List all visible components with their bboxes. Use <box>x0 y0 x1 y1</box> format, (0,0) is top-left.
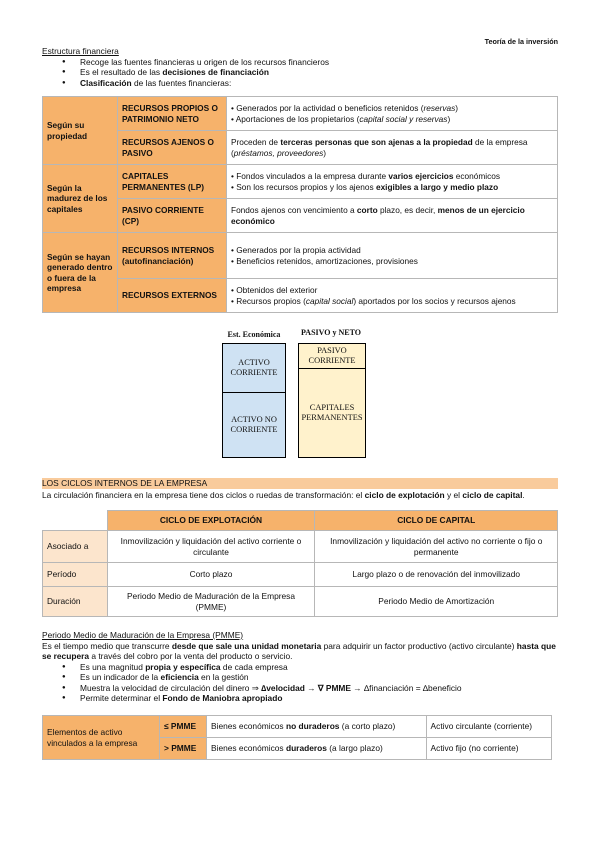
table-row <box>43 279 558 313</box>
table-row <box>43 199 558 233</box>
pmme-bullets <box>42 662 558 704</box>
table-row <box>43 165 558 199</box>
group-label: Según la madurez de los capitales <box>43 165 118 233</box>
desc-cell: Bienes económicos no duraderos (a corto plazo) <box>207 716 427 738</box>
ciclos-section-bar <box>42 478 558 489</box>
table-row <box>43 131 558 165</box>
row-desc: Proceden de terceras personas que son ajenas a la propiedad de la empresa (préstamos, proveedores) <box>227 131 558 165</box>
tipo-cell: Activo fijo (no corriente) <box>426 738 551 760</box>
group-label: Según se hayan generado dentro o fuera de la empresa <box>43 233 118 313</box>
row-desc: Fondos ajenos con vencimiento a corto plazo, es decir, menos de un ejercicio económico <box>227 199 558 233</box>
pmme-table <box>42 715 552 760</box>
table-row <box>43 233 558 279</box>
estructura-bullet: ● Recoge las fuentes financieras u origen de los recursos financieros <box>80 57 562 68</box>
pmme-bullet: ● Es un indicador de la eficiencia en la gestión <box>80 672 558 683</box>
tipo-cell: Activo circulante (corriente) <box>426 716 551 738</box>
pasivo-corriente-box: PASIVO CORRIENTE <box>298 343 366 369</box>
pmme-table-label: Elementos de activo vinculados a la empresa <box>43 716 160 760</box>
row-name: CAPITALES PERMANENTES (LP) <box>118 165 227 199</box>
row-name: PASIVO CORRIENTE (CP) <box>118 199 227 233</box>
pmme-bullet: ● Muestra la velocidad de circulación del dinero ⇒ ∆velocidad → ∇ PMME → ∆financiación = ∆beneficio <box>80 683 558 694</box>
estructura-title: Estructura financiera <box>42 46 119 56</box>
activo-corriente-box: ACTIVO CORRIENTE <box>222 343 286 393</box>
table-row <box>43 563 558 587</box>
row-name: RECURSOS PROPIOS O PATRIMONIO NETO <box>118 97 227 131</box>
ciclos-table <box>42 510 558 617</box>
pmme-title: Periodo Medio de Maduración de la Empresa (PMME) <box>42 630 244 640</box>
estructura-section <box>42 46 562 88</box>
capitales-permanentes-box: CAPITALES PERMANENTES <box>298 368 366 458</box>
row-name: RECURSOS EXTERNOS <box>118 279 227 313</box>
pmme-bullet: ● Es una magnitud propia y específica de cada empresa <box>80 662 558 673</box>
estructura-bullet: ● Es el resultado de las decisiones de financiación <box>80 67 562 78</box>
table-row <box>43 531 558 563</box>
clasificacion-table <box>42 96 558 313</box>
row-label: Asociado a <box>43 531 108 563</box>
cell: Largo plazo o de renovación del inmovilizado <box>315 563 558 587</box>
pmme-intro: Es el tiempo medio que transcurre desde que sale una unidad monetaria para adquirir un factor productivo (activo circulante) hasta que se recupera a través del cobro por la venta del producto o servicio. <box>42 640 556 661</box>
empty-cell <box>43 511 108 531</box>
table-row <box>43 97 558 131</box>
estructura-bullets <box>42 57 562 89</box>
cell: Corto plazo <box>107 563 315 587</box>
table-row <box>43 716 552 738</box>
table-row <box>43 587 558 617</box>
pmme-section <box>42 630 558 704</box>
row-desc: • Generados por la propia actividad • Beneficios retenidos, amortizaciones, provisiones <box>227 233 558 279</box>
cell: Inmovilización y liquidación del activo corriente o circulante <box>107 531 315 563</box>
row-desc: • Generados por la actividad o beneficios retenidos (reservas) • Aportaciones de los propietarios (capital social y reservas) <box>227 97 558 131</box>
table-row <box>43 511 558 531</box>
ciclos-intro: La circulación financiera en la empresa tiene dos ciclos o ruedas de transformación: el ciclo de explotación y el ciclo de capital. <box>42 490 525 500</box>
row-label: Período <box>43 563 108 587</box>
pasivo-neto-title: PASIVO y NETO <box>301 328 361 337</box>
cond-cell: > PMME <box>160 738 207 760</box>
header-capital: CICLO DE CAPITAL <box>315 511 558 531</box>
row-desc: • Fondos vinculados a la empresa durante varios ejercicios económicos • Son los recursos propios y los ajenos exigibles a largo y medio plazo <box>227 165 558 199</box>
cell: Periodo Medio de Amortización <box>315 587 558 617</box>
cell: Periodo Medio de Maduración de la Empresa (PMME) <box>107 587 315 617</box>
ciclos-title: LOS CICLOS INTERNOS DE LA EMPRESA <box>42 478 208 488</box>
cell: Inmovilización y liquidación del activo no corriente o fijo o permanente <box>315 531 558 563</box>
desc-cell: Bienes económicos duraderos (a largo plazo) <box>207 738 427 760</box>
row-desc: • Obtenidos del exterior • Recursos propios (capital social) aportados por los socios y recursos ajenos <box>227 279 558 313</box>
est-economica-title: Est. Económica <box>227 330 281 339</box>
cond-cell: ≤ PMME <box>160 716 207 738</box>
row-name: RECURSOS INTERNOS (autofinanciación) <box>118 233 227 279</box>
group-label: Según su propiedad <box>43 97 118 165</box>
header-explotacion: CICLO DE EXPLOTACIÓN <box>107 511 315 531</box>
page-header: Teoría de la inversión <box>484 37 558 46</box>
estructura-bullet: ● Clasificación de las fuentes financieras: <box>80 78 562 89</box>
pmme-bullet: ● Permite determinar el Fondo de Maniobra apropiado <box>80 693 558 704</box>
row-label: Duración <box>43 587 108 617</box>
row-name: RECURSOS AJENOS O PASIVO <box>118 131 227 165</box>
activo-no-corriente-box: ACTIVO NO CORRIENTE <box>222 392 286 458</box>
